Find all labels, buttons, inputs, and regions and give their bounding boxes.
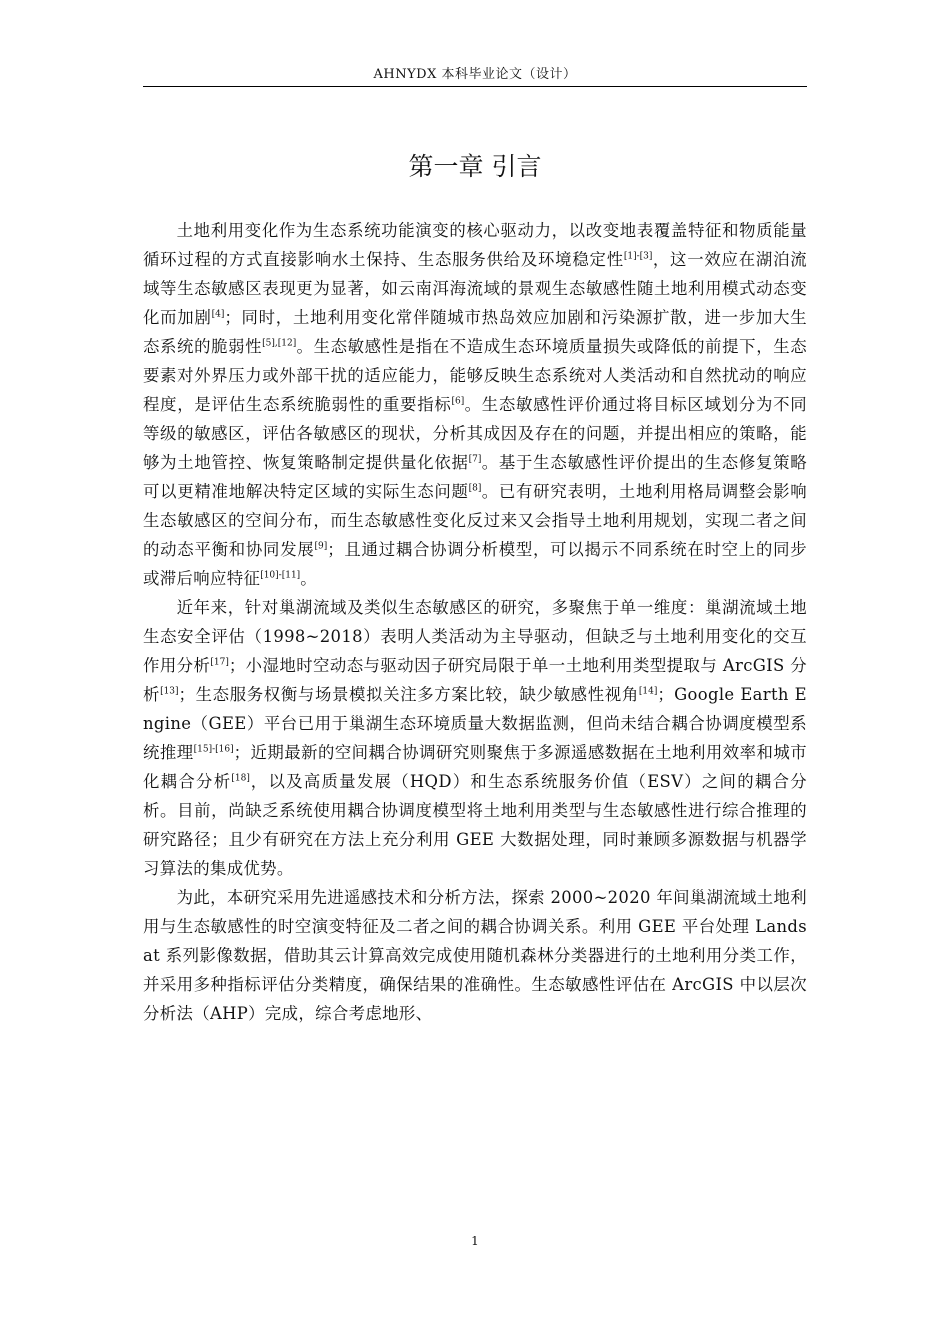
paragraph-text: ；Google Earth Engine（GEE）平台已用于巢湖生态环境质量大数据监测，但尚未结合耦合协调度模型系统推理 bbox=[143, 685, 807, 762]
paragraph-text: ；近期最新的空间耦合协调研究则聚焦于多源遥感数据在土地利用效率和城市化耦合分析 bbox=[143, 743, 807, 791]
header-rule bbox=[143, 86, 807, 87]
citation-ref: [17] bbox=[210, 657, 229, 668]
paragraph-text: 近年来，针对巢湖流域及类似生态敏感区的研究，多聚焦于单一维度：巢湖流域土地生态安全评估（1998~2018）表明人类活动为主导驱动，但缺乏与土地利用变化的交互作用分析 bbox=[143, 598, 807, 675]
citation-ref: [6] bbox=[451, 396, 465, 407]
paragraph-text: ；小湿地时空动态与驱动因子研究局限于单一土地利用类型提取与 ArcGIS 分析 bbox=[143, 656, 807, 704]
citation-ref: [1]-[3] bbox=[623, 251, 653, 262]
citation-ref: [18] bbox=[231, 773, 250, 784]
paragraph-text: ，以及高质量发展（HQD）和生态系统服务价值（ESV）之间的耦合分析。目前，尚缺乏系统使用耦合协调度模型将土地利用类型与生态敏感性进行综合推理的研究路径；且少有研究在方法上充分利用 GEE 大数据处理，同时兼顾多源数据与机器学习算法的集成优势。 bbox=[143, 772, 808, 878]
paragraph-3 bbox=[143, 883, 807, 1028]
paragraph-text: ；同时，土地利用变化常伴随城市热岛效应加剧和污染源扩散，进一步加大生态系统的脆弱性 bbox=[143, 308, 808, 356]
paragraph-text: 。已有研究表明，土地利用格局调整会影响生态敏感区的空间分布，而生态敏感性变化反过来又会指导土地利用规划，实现二者之间的动态平衡和协同发展 bbox=[143, 482, 807, 559]
citation-ref: [13] bbox=[160, 686, 179, 697]
paragraph-text: ；且通过耦合协调分析模型，可以揭示不同系统在时空上的同步或滞后响应特征 bbox=[143, 540, 807, 588]
citation-ref: [7] bbox=[468, 454, 482, 465]
paragraph-text: ，这一效应在湖泊流域等生态敏感区表现更为显著，如云南洱海流域的景观生态敏感性随土地利用模式动态变化而加剧 bbox=[143, 250, 807, 327]
citation-ref: [14] bbox=[638, 686, 658, 697]
citation-ref: [9] bbox=[314, 541, 328, 552]
paragraph-text: 。生态敏感性是指在不造成生态环境质量损失或降低的前提下，生态要素对外界压力或外部干扰的适应能力，能够反映生态系统对人类活动和自然扰动的响应程度，是评估生态系统脆弱性的重要指标 bbox=[143, 337, 807, 414]
paragraph-text: 土地利用变化作为生态系统功能演变的核心驱动力，以改变地表覆盖特征和物质能量循环过程的方式直接影响水土保持、生态服务供给及环境稳定性 bbox=[143, 221, 807, 269]
paragraph-1 bbox=[143, 216, 807, 593]
paragraph-text: 。基于生态敏感性评价提出的生态修复策略可以更精准地解决特定区域的实际生态问题 bbox=[143, 453, 807, 501]
citation-ref: [10]-[11] bbox=[260, 570, 301, 581]
citation-ref: [15]-[16] bbox=[193, 744, 234, 755]
paragraph-2 bbox=[143, 593, 807, 883]
citation-ref: [4] bbox=[211, 309, 225, 320]
body-text bbox=[143, 216, 807, 1028]
paragraph-text: 。生态敏感性评价通过将目标区域划分为不同等级的敏感区，评估各敏感区的现状，分析其成因及存在的问题，并提出相应的策略，能够为土地管控、恢复策略制定提供量化依据 bbox=[143, 395, 807, 472]
citation-ref: [5],[12] bbox=[262, 338, 297, 349]
paragraph-text: ；生态服务权衡与场景模拟关注多方案比较，缺少敏感性视角 bbox=[178, 685, 639, 704]
paragraph-text: 为此，本研究采用先进遥感技术和分析方法，探索 2000~2020 年间巢湖流域土地利用与生态敏感性的时空演变特征及二者之间的耦合协调关系。利用 GEE 平台处理 Landsat 系列影像数据，借助其云计算高效完成使用随机森林分类器进行的土地利用分类工作，并采用多种指标评估分类精度，确保结果的准确性。生态敏感性评估在 ArcGIS 中以层次分析法（AHP）完成，综合考虑地形、 bbox=[143, 888, 807, 1023]
chapter-title: 第一章 引言 bbox=[408, 152, 542, 181]
page-number: 1 bbox=[471, 1234, 479, 1248]
page-header: AHNYDX 本科毕业论文（设计） bbox=[373, 67, 577, 82]
paragraph-text: 。 bbox=[300, 569, 317, 588]
citation-ref: [8] bbox=[468, 483, 482, 494]
